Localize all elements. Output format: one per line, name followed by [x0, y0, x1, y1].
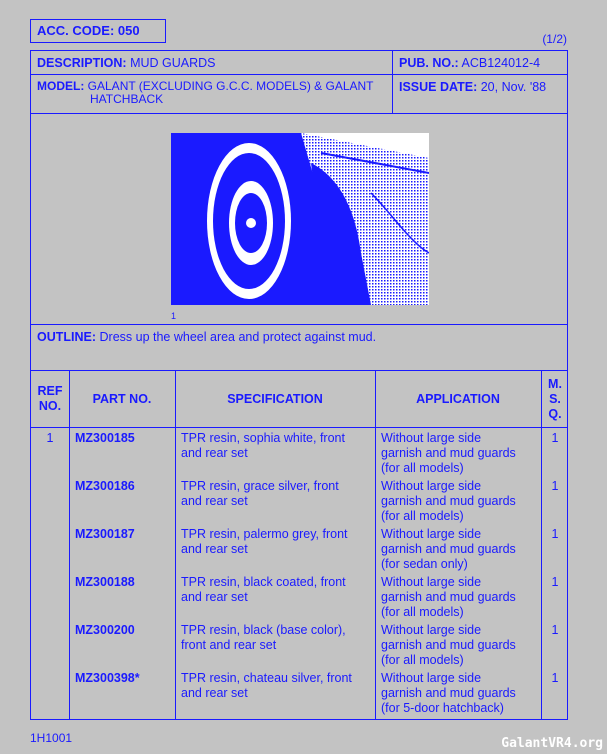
spec-line1: TPR resin, black coated, front: [181, 575, 346, 589]
model-row: [37, 80, 374, 106]
spec-line1: TPR resin, palermo grey, front: [181, 527, 348, 541]
msq-cell: 1: [551, 575, 559, 589]
footer-code: 1H1001: [30, 731, 73, 745]
part-no-cell: MZ300398*: [75, 671, 140, 685]
table-row: [31, 431, 567, 479]
msq-cell: 1: [551, 431, 559, 445]
app-line1: Without large side: [381, 479, 482, 493]
header-msq-line1: M.: [548, 377, 562, 391]
table-row: [31, 527, 567, 575]
model-label: MODEL:: [37, 79, 85, 93]
app-line1: Without large side: [381, 431, 482, 445]
spec-line1: TPR resin, chateau silver, front: [181, 671, 352, 685]
header-msq: [541, 377, 569, 422]
pub-no-row: [399, 56, 540, 71]
app-line1: Without large side: [381, 575, 482, 589]
header-ref-no-line2: NO.: [38, 399, 62, 413]
app-line2: garnish and mud guards: [381, 542, 516, 556]
header-specification: SPECIFICATION: [227, 392, 323, 406]
spec-line2: and rear set: [181, 686, 248, 700]
description-label: DESCRIPTION:: [37, 56, 127, 70]
header-part-no: PART NO.: [92, 392, 152, 406]
header-ref-no: [31, 384, 69, 414]
app-line3: (for all models): [381, 509, 464, 523]
issue-date-value: 20, Nov. '88: [480, 80, 547, 94]
table-row: [31, 575, 567, 623]
spec-line1: TPR resin, black (base color),: [181, 623, 346, 637]
spec-line2: front and rear set: [181, 638, 277, 652]
app-line2: garnish and mud guards: [381, 494, 516, 508]
app-line2: garnish and mud guards: [381, 686, 516, 700]
spec-line1: TPR resin, sophia white, front: [181, 431, 345, 445]
spec-line1: TPR resin, grace silver, front: [181, 479, 339, 493]
description-row: [37, 56, 216, 71]
table-row: [31, 671, 567, 719]
table-row: [31, 623, 567, 671]
app-line3: (for all models): [381, 605, 464, 619]
app-line3: (for all models): [381, 461, 464, 475]
pub-no-value: ACB124012-4: [461, 56, 541, 70]
app-line1: Without large side: [381, 527, 482, 541]
app-line3: (for all models): [381, 653, 464, 667]
mud-guard-photo: [171, 133, 429, 305]
acc-code-box: ACC. CODE: 050: [30, 19, 166, 43]
outline-row: [37, 330, 376, 345]
watermark: GalantVR4.org: [501, 736, 603, 751]
outline-label: OUTLINE:: [37, 330, 97, 344]
part-no-cell: MZ300185: [75, 431, 135, 445]
app-line1: Without large side: [381, 671, 482, 685]
header-msq-line3: Q.: [548, 407, 562, 421]
app-line2: garnish and mud guards: [381, 590, 516, 604]
app-line1: Without large side: [381, 623, 482, 637]
wheel-illustration: [171, 133, 429, 305]
page-indicator: (1/2): [542, 32, 567, 46]
document-sheet: [30, 50, 568, 720]
app-line2: garnish and mud guards: [381, 446, 516, 460]
spec-line2: and rear set: [181, 542, 248, 556]
app-line2: garnish and mud guards: [381, 638, 516, 652]
pub-no-label: PUB. NO.:: [399, 56, 459, 70]
model-value-line2: HATCHBACK: [90, 92, 164, 106]
part-no-cell: MZ300200: [75, 623, 135, 637]
outline-value: Dress up the wheel area and protect against mud.: [99, 330, 377, 344]
header-ref-no-line1: REF: [37, 384, 63, 398]
header-application: APPLICATION: [416, 392, 500, 406]
ref-no-cell: 1: [46, 431, 54, 445]
msq-cell: 1: [551, 623, 559, 637]
spec-line2: and rear set: [181, 494, 248, 508]
photo-callout: 1: [171, 311, 177, 321]
spec-line2: and rear set: [181, 590, 248, 604]
issue-date-label: ISSUE DATE:: [399, 80, 478, 94]
part-no-cell: MZ300186: [75, 479, 135, 493]
msq-cell: 1: [551, 479, 559, 493]
header-msq-line2: S.: [549, 392, 561, 406]
msq-cell: 1: [551, 527, 559, 541]
table-row: [31, 479, 567, 527]
spec-line2: and rear set: [181, 446, 248, 460]
app-line3: (for sedan only): [381, 557, 468, 571]
app-line3: (for 5-door hatchback): [381, 701, 504, 715]
msq-cell: 1: [551, 671, 559, 685]
part-no-cell: MZ300187: [75, 527, 135, 541]
description-value: MUD GUARDS: [130, 56, 216, 70]
model-value-line1: GALANT (EXCLUDING G.C.C. MODELS) & GALANT: [87, 79, 374, 93]
issue-date-row: [399, 80, 546, 95]
part-no-cell: MZ300188: [75, 575, 135, 589]
